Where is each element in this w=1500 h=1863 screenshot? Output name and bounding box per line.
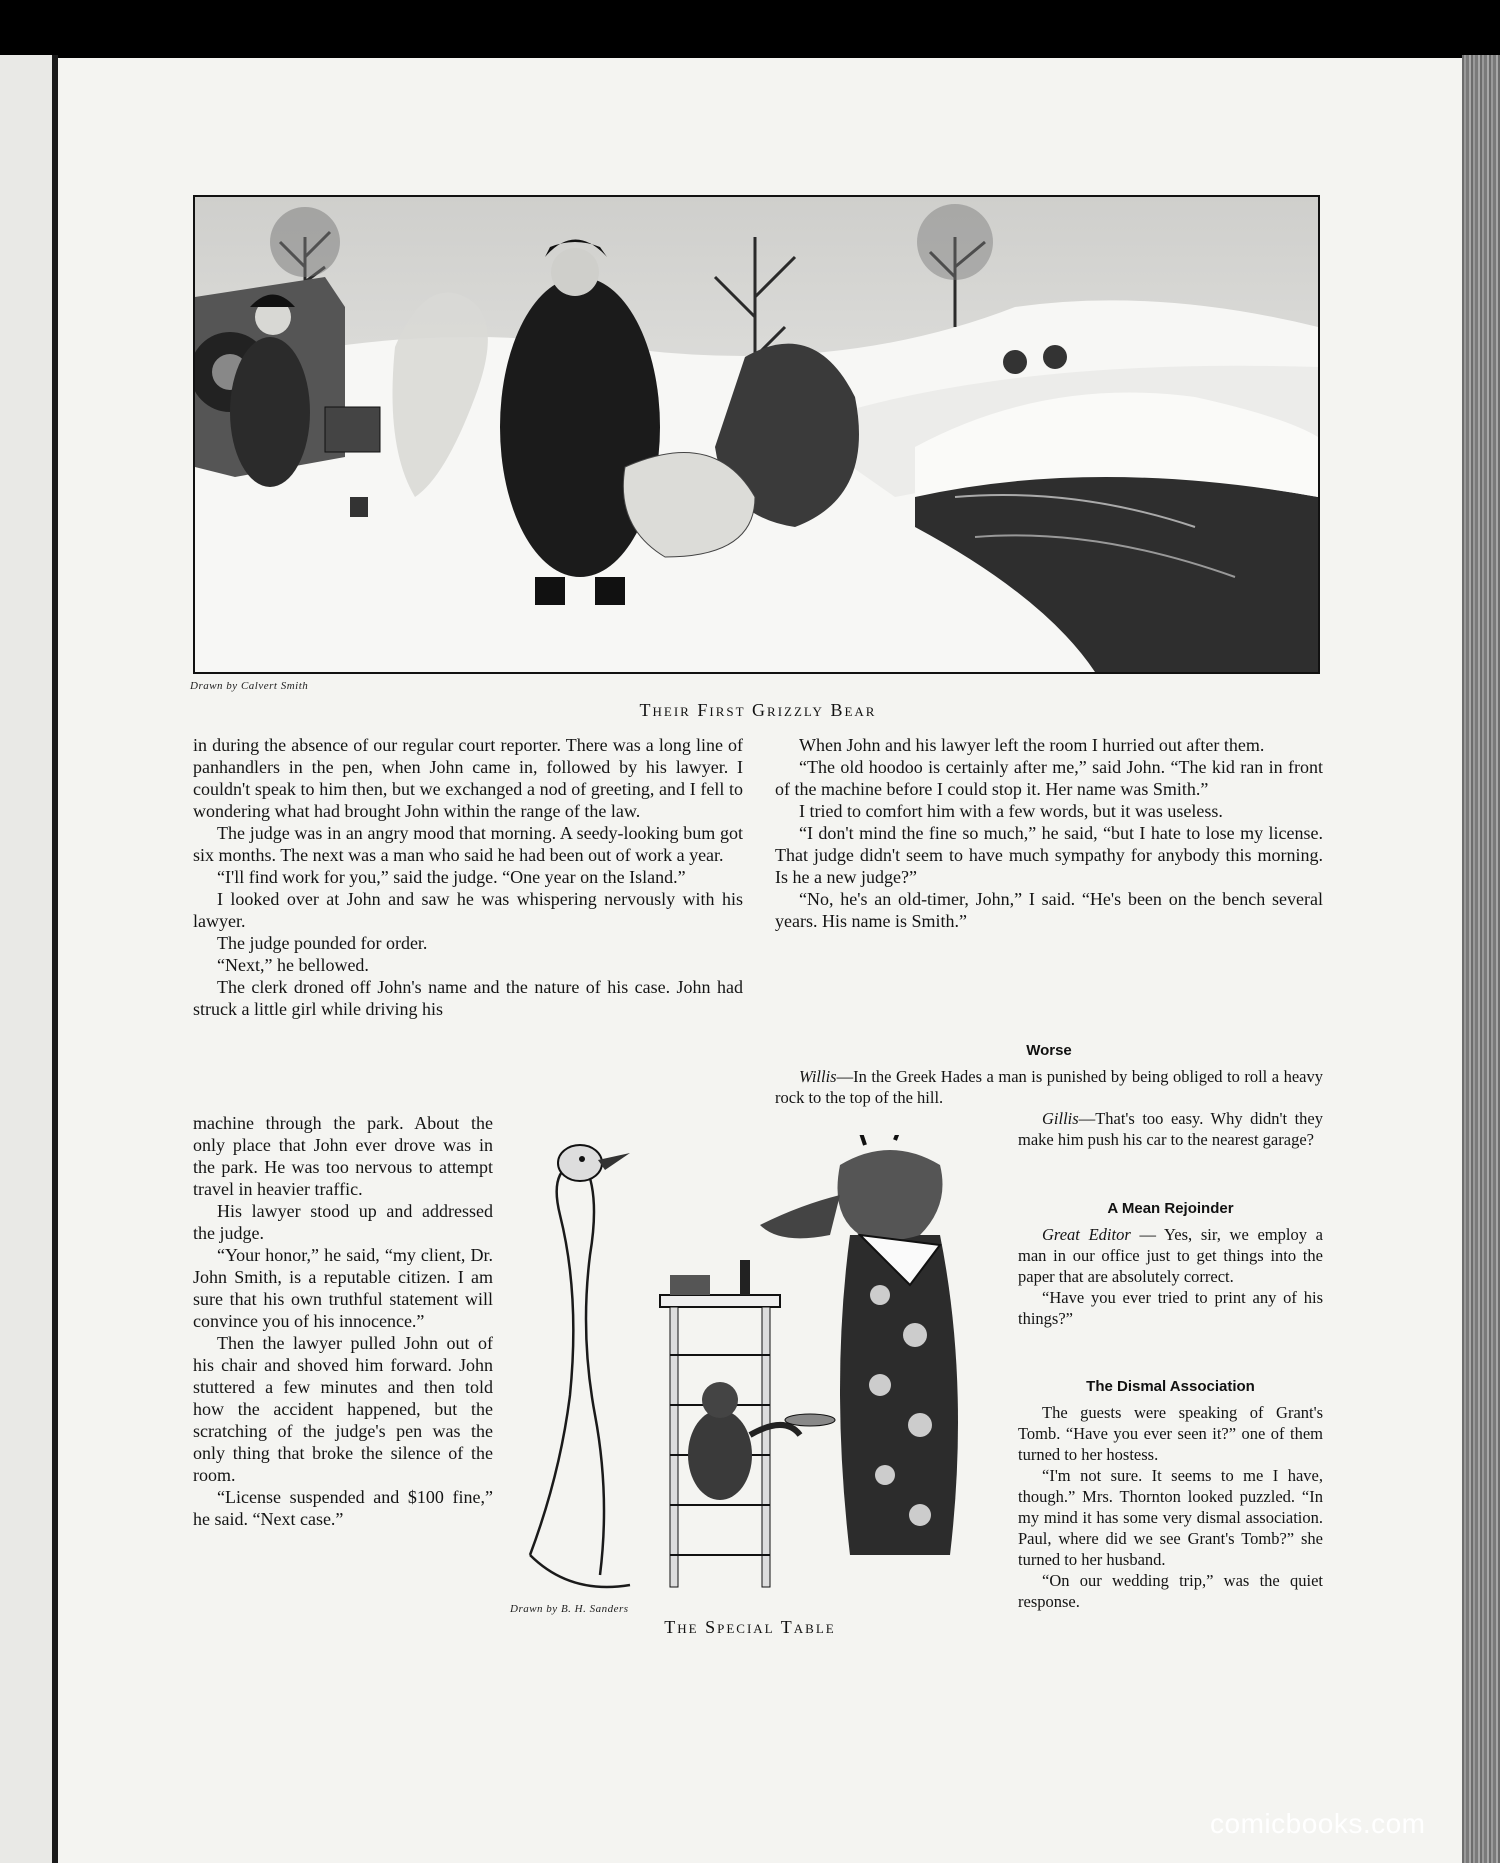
- adjacent-page-strip: [0, 55, 52, 1863]
- site-watermark: comicbooks.com: [1210, 1808, 1426, 1839]
- joke-reply: “Have you ever tried to print any of his things?”: [1018, 1288, 1323, 1328]
- paragraph: The judge was in an angry mood that morning. A seedy-looking bum got six months. The next was a man who said he had been out of work a year.: [193, 823, 743, 865]
- paragraph: “License suspended and $100 fine,” he said. “Next case.”: [193, 1487, 493, 1529]
- worse-joke-part1: [775, 1066, 1323, 1108]
- article-right-column: [775, 734, 1323, 932]
- article-left-narrow-column: [193, 1112, 493, 1530]
- mean-rejoinder-heading: A Mean Rejoinder: [1107, 1200, 1234, 1217]
- joke-line: — Yes, sir, we employ a man in our office just to get things into the paper that are absolutely correct.: [1018, 1225, 1323, 1286]
- joke-line: —In the Greek Hades a man is punished by being obliged to roll a heavy rock to the top of the hill.: [775, 1067, 1323, 1107]
- paragraph: The guests were speaking of Grant's Tomb. “Have you ever seen it?” one of them turned to her hostess.: [1018, 1403, 1323, 1464]
- illustration-credit: Drawn by Calvert Smith: [190, 680, 309, 692]
- paragraph: “I'll find work for you,” said the judge. “One year on the Island.”: [217, 867, 686, 887]
- paragraph: “No, he's an old-timer, John,” I said. “He's been on the bench several years. His name is Smith.”: [775, 889, 1323, 931]
- paragraph: “Next,” he bellowed.: [217, 955, 369, 975]
- paragraph: “I'm not sure. It seems to me I have, though.” Mrs. Thornton looked puzzled. “In my mind it has some very dismal association. Paul, where did we see Grant's Tomb?” she turned to her husband.: [1018, 1466, 1323, 1569]
- worse-joke-part2: [1018, 1108, 1323, 1150]
- illustration-caption: Their First Grizzly Bear: [639, 700, 877, 720]
- illustration-caption: The Special Table: [664, 1617, 836, 1637]
- paragraph: Then the lawyer pulled John out of his chair and shoved him forward. John stuttered a few minutes and then told how the accident happened, but the scratching of the judge's pen was the only thing that broke the silence of the room.: [193, 1333, 493, 1485]
- speaker-name: Willis: [799, 1067, 837, 1086]
- worse-heading: Worse: [1026, 1042, 1072, 1059]
- dismal-association-text: [1018, 1402, 1323, 1612]
- dismal-association-heading: The Dismal Association: [1086, 1378, 1255, 1395]
- paragraph: When John and his lawyer left the room I hurried out after them.: [799, 735, 1265, 755]
- paragraph: “On our wedding trip,” was the quiet response.: [1018, 1571, 1323, 1611]
- book-edge-pages: [1462, 55, 1500, 1863]
- paragraph: “The old hoodoo is certainly after me,” said John. “The kid ran in front of the machine before I could stop it. Her name was Smith.”: [775, 757, 1323, 799]
- paragraph: in during the absence of our regular court reporter. There was a long line of panhandlers in the pen, when John came in, followed by his lawyer. I couldn't speak to him then, but we exchanged a nod of greeting, and I fell to wondering what had brought John within the range of the law.: [193, 735, 743, 821]
- grizzly-bear-illustration: [193, 195, 1320, 674]
- paragraph: The clerk droned off John's name and the nature of his case. John had struck a little girl while driving his: [193, 977, 743, 1019]
- joke-line: —That's too easy. Why didn't they make him push his car to the nearest garage?: [1018, 1109, 1323, 1149]
- article-left-column: [193, 734, 743, 1020]
- paragraph: The judge pounded for order.: [217, 933, 428, 953]
- paragraph: I looked over at John and saw he was whispering nervously with his lawyer.: [193, 889, 743, 931]
- paragraph: “Your honor,” he said, “my client, Dr. John Smith, is a reputable citizen. I am sure that his own truthful statement will convince you of his innocence.”: [193, 1245, 493, 1331]
- special-table-illustration: [510, 1135, 1005, 1600]
- paragraph: His lawyer stood up and addressed the judge.: [193, 1201, 493, 1243]
- paragraph: “I don't mind the fine so much,” he said, “but I hate to lose my license. That judge didn't seem to have much sympathy for anybody this morning. Is he a new judge?”: [775, 823, 1323, 887]
- paragraph: I tried to comfort him with a few words, but it was useless.: [799, 801, 1223, 821]
- speaker-name: Gillis: [1042, 1109, 1079, 1128]
- paragraph: machine through the park. About the only place that John ever drove was in the park. He was too nervous to attempt travel in heavier traffic.: [193, 1113, 493, 1199]
- speaker-name: Great Editor: [1042, 1225, 1131, 1244]
- illustration-credit: Drawn by B. H. Sanders: [510, 1603, 629, 1615]
- mean-rejoinder-text: [1018, 1224, 1323, 1329]
